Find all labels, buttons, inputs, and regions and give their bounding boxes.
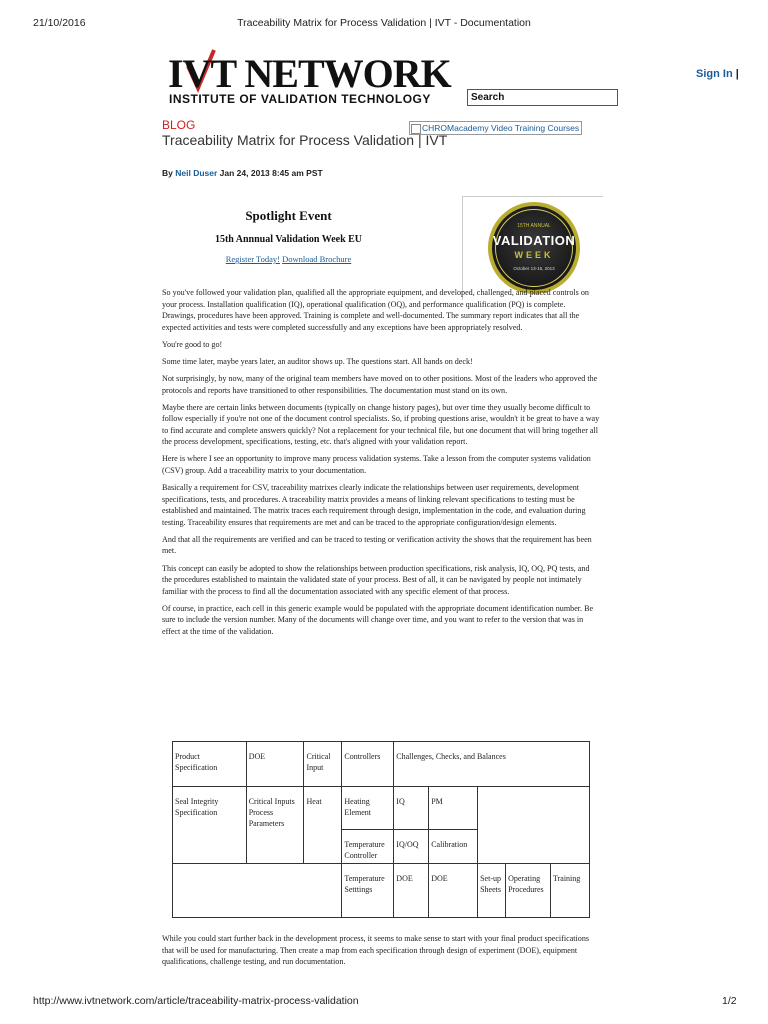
- article-title: Traceability Matrix for Process Validation | IVT: [162, 132, 448, 148]
- logo-tagline: INSTITUTE OF VALIDATION TECHNOLOGY: [169, 92, 431, 106]
- byline-prefix: By: [162, 168, 173, 178]
- print-url: http://www.ivtnetwork.com/article/traceability-matrix-process-validation: [33, 995, 359, 1007]
- spotlight-heading: Spotlight Event: [245, 208, 332, 223]
- table-header-row: [173, 742, 590, 787]
- table-cell: [478, 787, 590, 864]
- table-cell: Training: [551, 864, 590, 918]
- table-cell: [173, 864, 342, 918]
- body-paragraph: Not surprisingly, by now, many of the original team members have moved on to other positions. Most of the leaders who approved the protocols and reports have transitioned to other responsibilities. The documentation must stand on its own.: [162, 374, 598, 395]
- body-paragraph: Some time later, maybe years later, an auditor shows up. The questions start. All hands on deck!: [162, 356, 473, 366]
- badge-ring: [495, 209, 573, 287]
- table-cell: DOE: [429, 864, 478, 918]
- sign-in-link[interactable]: Sign In: [696, 68, 733, 80]
- body-paragraph: So you've followed your validation plan, qualified all the appropriate equipment, and developed, challenged, and placed controls on your process. Installation qualification (IQ), operational qualification (OQ), and performance qualification (PQ) is complete. Drawings, procedures have been approved. Training is complete and well-documented. The summary report indicates that all the expected activities and tests were completed successfully and any exceptions have been appropriately resolved.: [162, 288, 589, 332]
- badge-top-text: 15TH ANNUAL: [517, 223, 551, 229]
- validation-week-badge-frame: [462, 196, 603, 300]
- table-cell: Controllers: [342, 742, 394, 787]
- traceability-matrix-table: [172, 741, 590, 918]
- spotlight-links: [162, 254, 415, 264]
- body-paragraph: Maybe there are certain links between documents (typically on change history pages), but over time they usually become difficult to follow especially if you're not one of the document control specialists. So, if probing questions arise, wouldn't it be great to have a way to find accurate and complete answers quickly? Not a replacement for your technical file, but one document that will bring together all the process development, specifications, testing, etc. that's aligned with your validation report.: [162, 402, 600, 447]
- article-body-continued: [162, 933, 600, 968]
- table-cell: Seal Integrity Specification: [173, 787, 247, 864]
- body-paragraph: While you could start further back in the development process, it seems to make sense to start with your final product specifications that will be used for manufacturing. Then create a map from each specification through design of experiment (DOE), equipment qualifications, challenge testing, and run documentation.: [162, 934, 590, 966]
- table-cell: Heating Element: [342, 787, 394, 830]
- table-row: [173, 787, 590, 830]
- table-cell: Product Specification: [173, 742, 247, 787]
- table-cell: Set-up Sheets: [478, 864, 506, 918]
- article-date: Jan 24, 2013 8:45 am PST: [219, 168, 323, 178]
- register-link[interactable]: Register Today!: [225, 254, 280, 264]
- print-date: 21/10/2016: [33, 17, 86, 29]
- logo-wordmark: IVT NETWORK: [168, 51, 451, 96]
- table-cell: DOE: [394, 864, 429, 918]
- search-input[interactable]: Search: [467, 89, 618, 106]
- body-paragraph: This concept can easily be adopted to show the relationships between production specifications, risk analysis, IQ, OQ, PQ tests, and the procedures established to maintain the validated state of your process. Best of all, it can be navigated by people not intimately familiar with the process to find all the documentation associated with any specific element of that process.: [162, 563, 590, 596]
- section-label[interactable]: BLOG: [162, 118, 196, 132]
- badge-date-text: October 13-15, 2013: [513, 266, 555, 271]
- body-paragraph: And that all the requirements are verified and can be traced to testing or verification activity the shows that the requirement has been met.: [162, 534, 592, 556]
- ivt-logo[interactable]: [168, 52, 453, 112]
- download-brochure-link[interactable]: Download Brochure: [282, 254, 352, 264]
- table-cell: DOE: [246, 742, 304, 787]
- table-cell: Calibration: [429, 830, 478, 864]
- validation-week-badge-logo[interactable]: [488, 202, 580, 294]
- table-cell: Temperature Controller: [342, 830, 394, 864]
- table-cell: Heat: [304, 787, 342, 864]
- body-paragraph: You're good to go!: [162, 339, 223, 349]
- print-page-title: Traceability Matrix for Process Validation | IVT - Documentation: [237, 17, 531, 29]
- table-row: [173, 864, 590, 918]
- body-paragraph: Basically a requirement for CSV, traceability matrixes clearly indicate the relationships between user requirements, development specifications, tests, and procedures. A traceability matrix provides a means of linking relevant specifications to testing must be established and maintained. The matrix traces each requirement through design, implementation in the code, and evaluation during testing. Traceability ensures that requirements are met and can be traced to the appropriate configuration/design elements.: [162, 483, 586, 527]
- table-cell: IQ/OQ: [394, 830, 429, 864]
- sign-in-separator: |: [735, 68, 739, 80]
- ad-banner-text: CHROMacademy Video Training Courses: [422, 123, 580, 133]
- print-page-number: 1/2: [722, 995, 737, 1007]
- body-paragraph: Of course, in practice, each cell in this generic example would be populated with the appropriate document identification number. Be sure to include the version number. Many of the documents will change over time, and you want to refer to the version that was in effect at the time of the validation.: [162, 603, 594, 636]
- badge-sub-text: WEEK: [514, 250, 554, 260]
- table-cell: PM: [429, 787, 478, 830]
- table-cell: IQ: [394, 787, 429, 830]
- spotlight-event-name: 15th Annnual Validation Week EU: [214, 234, 363, 245]
- table-cell: Operating Procedures: [506, 864, 551, 918]
- body-paragraph: Here is where I see an opportunity to improve many process validation systems. Take a lesson from the computer systems validation (CSV) group. Add a traceability matrix to your documentation.: [162, 454, 591, 475]
- sign-in-area: [696, 68, 739, 80]
- table-cell: Temperature Setttings: [342, 864, 394, 918]
- table-cell: Critical Inputs Process Parameters: [246, 787, 304, 864]
- author-link[interactable]: Neil Duser: [175, 168, 218, 178]
- print-header: [0, 17, 768, 31]
- table-cell: Challenges, Checks, and Balances: [394, 742, 590, 787]
- article-body: [162, 287, 600, 643]
- table-cell: Critical Input: [304, 742, 342, 787]
- badge-main-text: VALIDATION: [492, 233, 576, 248]
- byline: [162, 168, 323, 178]
